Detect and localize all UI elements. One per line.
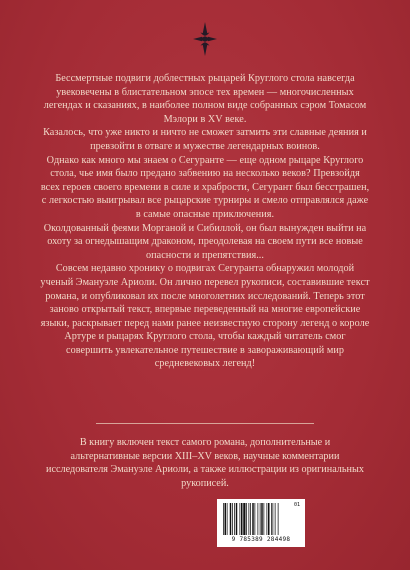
barcode-bar (275, 503, 276, 535)
contents-note (44, 436, 366, 490)
barcode-bar (240, 503, 241, 535)
barcode-addon-number: 01 (293, 502, 300, 508)
barcode-digits: 9 785389 284498 (231, 536, 291, 543)
barcode-bar (271, 503, 272, 535)
barcode-bar (258, 503, 259, 535)
barcode-bar (227, 503, 228, 535)
isbn-barcode (217, 499, 305, 547)
barcode-bars (222, 503, 300, 535)
barcode-bar (223, 503, 224, 535)
section-divider (96, 423, 314, 424)
barcode-bar (249, 503, 250, 535)
barcode-bar (236, 503, 238, 535)
blurb-paragraph-2: Казалось, что уже никто и ничто не сможет затмить эти славные деяния и превзойти в отваге и мужестве легендарных воинов. (43, 127, 367, 152)
barcode-bar (230, 503, 232, 535)
blurb-paragraph-3: Однако как много мы знаем о Сегуранте — еще одном рыцаре Круглого стола, чье имя было предано забвению на несколько веков? Превзойдя всех героев своего времени в силе и храбрости, Сегурант был бесстрашен, с легкостью выигрывал все рыцарские турниры и смело отправлялся даже в самые опасные приключения. (40, 154, 370, 220)
cross-fleury-ornament-icon (193, 22, 217, 56)
barcode-bar (264, 503, 265, 535)
barcode-bar (241, 503, 243, 535)
contents-note-text: В книгу включен текст самого романа, дополнительные и альтернативные версии XIII–XV веков, научные комментарии исследователя Эмануэле Ариоли, а также иллюстрации из оригинальных рукописей. (46, 437, 364, 489)
barcode-bar (267, 503, 268, 535)
barcode-bar (255, 503, 256, 535)
barcode-bar (243, 503, 245, 535)
blurb-paragraph-5: Совсем недавно хронику о подвигах Сегуранта обнаружил молодой ученый Эмануэле Ариоли. Он лично перевел рукописи, составившие текст романа, и опубликовал их после многолетних исследований. Теперь этот заново открытый текст, впервые переведенный на многие европейские языки, раскрывает перед нами ранее неизвестную сторону легенд о короле Артуре и рыцарях Круглого стола, чтобы каждый читатель смог совершить увлекательное путешествие в завораживающий мир средневековых легенд! (40, 263, 370, 370)
blurb-text (40, 72, 370, 371)
barcode-bar (261, 503, 263, 535)
barcode-bar (225, 503, 227, 535)
barcode-bar (250, 503, 251, 535)
barcode-bar (278, 503, 279, 535)
barcode-bar (246, 503, 247, 535)
barcode-bar (232, 503, 233, 535)
barcode-bar (260, 503, 261, 535)
barcode-bar (234, 503, 235, 535)
barcode-bar (273, 503, 274, 535)
barcode-bar (252, 503, 254, 535)
blurb-paragraph-4: Околдованный феями Морганой и Сибиллой, он был вынужден выйти на охоту за огнедышащим драконом, преодолевая на своем пути все новые опасности и препятствия... (43, 222, 367, 261)
barcode-bar (268, 503, 270, 535)
blurb-paragraph-1: Бессмертные подвиги доблестных рыцарей Круглого стола навсегда увековечены в блистательном эпосе тех времен — многочисленных легендах и сказаниях, в наиболее полном виде собранных сэром Томасом Мэлори в XV веке. (43, 73, 367, 125)
